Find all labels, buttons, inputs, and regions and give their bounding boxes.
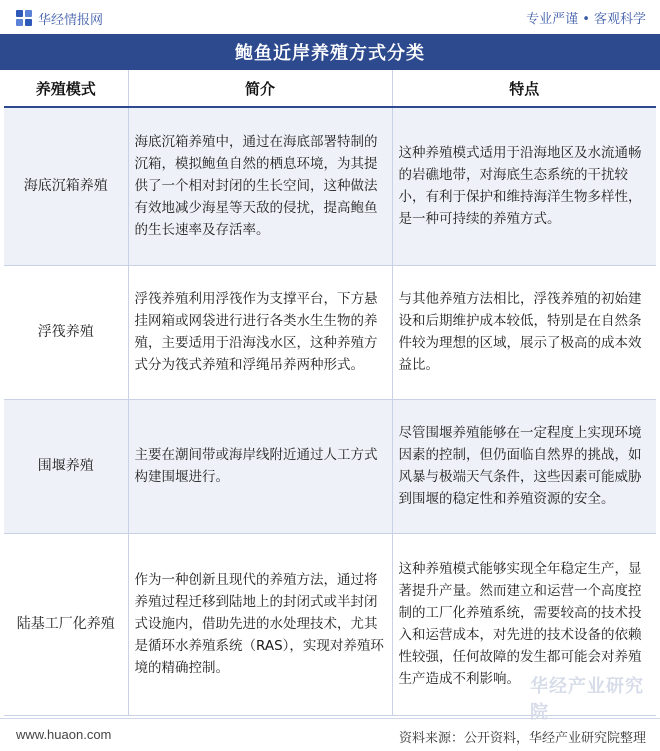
table-row [4,399,656,533]
table-row [4,107,656,265]
huajing-logo-icon [16,10,32,26]
farming-methods-table [4,70,656,716]
footer [0,718,660,751]
column-header-feature: 特点 [392,70,656,107]
cell-feature: 这种养殖模式能够实现全年稳定生产，显著提升产量。然而建立和运营一个高度控制的工厂化养殖系统，需要较高的技术投入和运营成本，对先进的技术设备的依赖性较强，任何故障的发生都可能会对养殖生产造成不利影响。 [392,533,656,715]
table-row [4,265,656,399]
cell-mode: 海底沉箱养殖 [4,107,128,265]
cell-feature: 与其他养殖方法相比，浮筏养殖的初始建设和后期维护成本较低，特别是在自然条件较为理想的区域，展示了极高的成本效益比。 [392,265,656,399]
source-note: 资料来源：公开资料，华经产业研究院整理 [398,731,646,746]
brand-name: 华经情报网 [38,12,104,28]
watermark: 华经产业研究院 [530,676,644,723]
column-header-mode: 养殖模式 [4,70,128,107]
cell-feature: 这种养殖模式适用于沿海地区及水流通畅的岩礁地带，对海底生态系统的干扰较小，有利于保护和维持海洋生物多样性，是一种可持续的养殖方式。 [392,107,656,265]
column-header-intro: 简介 [128,70,392,107]
brand[interactable] [16,8,103,28]
cell-mode: 围堰养殖 [4,399,128,533]
cell-mode: 陆基工厂化养殖 [4,533,128,715]
top-bar [0,0,660,34]
cell-feature: 尽管围堰养殖能够在一定程度上实现环境因素的控制，但仍面临自然界的挑战，如风暴与极端天气条件，这些因素可能威胁到围堰的稳定性和养殖资源的安全。 [392,399,656,533]
page-title: 鲍鱼近岸养殖方式分类 [0,34,660,70]
website-link[interactable]: www.huaon.com [16,727,112,742]
slogan: 专业严谨 • 客观科学 [526,12,646,27]
cell-intro: 主要在潮间带或海岸线附近通过人工方式构建围堰进行。 [128,399,392,533]
cell-mode: 浮筏养殖 [4,265,128,399]
cell-intro: 海底沉箱养殖中，通过在海底部署特制的沉箱，模拟鲍鱼自然的栖息环境，为其提供了一个相对封闭的生长空间，这种做法有效地减少海星等天敌的侵扰，提高鲍鱼的生长速率及存活率。 [128,107,392,265]
table-header-row [4,70,656,107]
cell-intro: 作为一种创新且现代的养殖方法，通过将养殖过程迁移到陆地上的封闭式或半封闭式设施内，借助先进的水处理技术，尤其是循环水养殖系统（RAS），实现对养殖环境的精确控制。 [128,533,392,715]
cell-intro: 浮筏养殖利用浮筏作为支撑平台，下方悬挂网箱或网袋进行进行各类水生生物的养殖，主要适用于沿海浅水区，这种养殖方式分为筏式养殖和浮绳吊养两种形式。 [128,265,392,399]
